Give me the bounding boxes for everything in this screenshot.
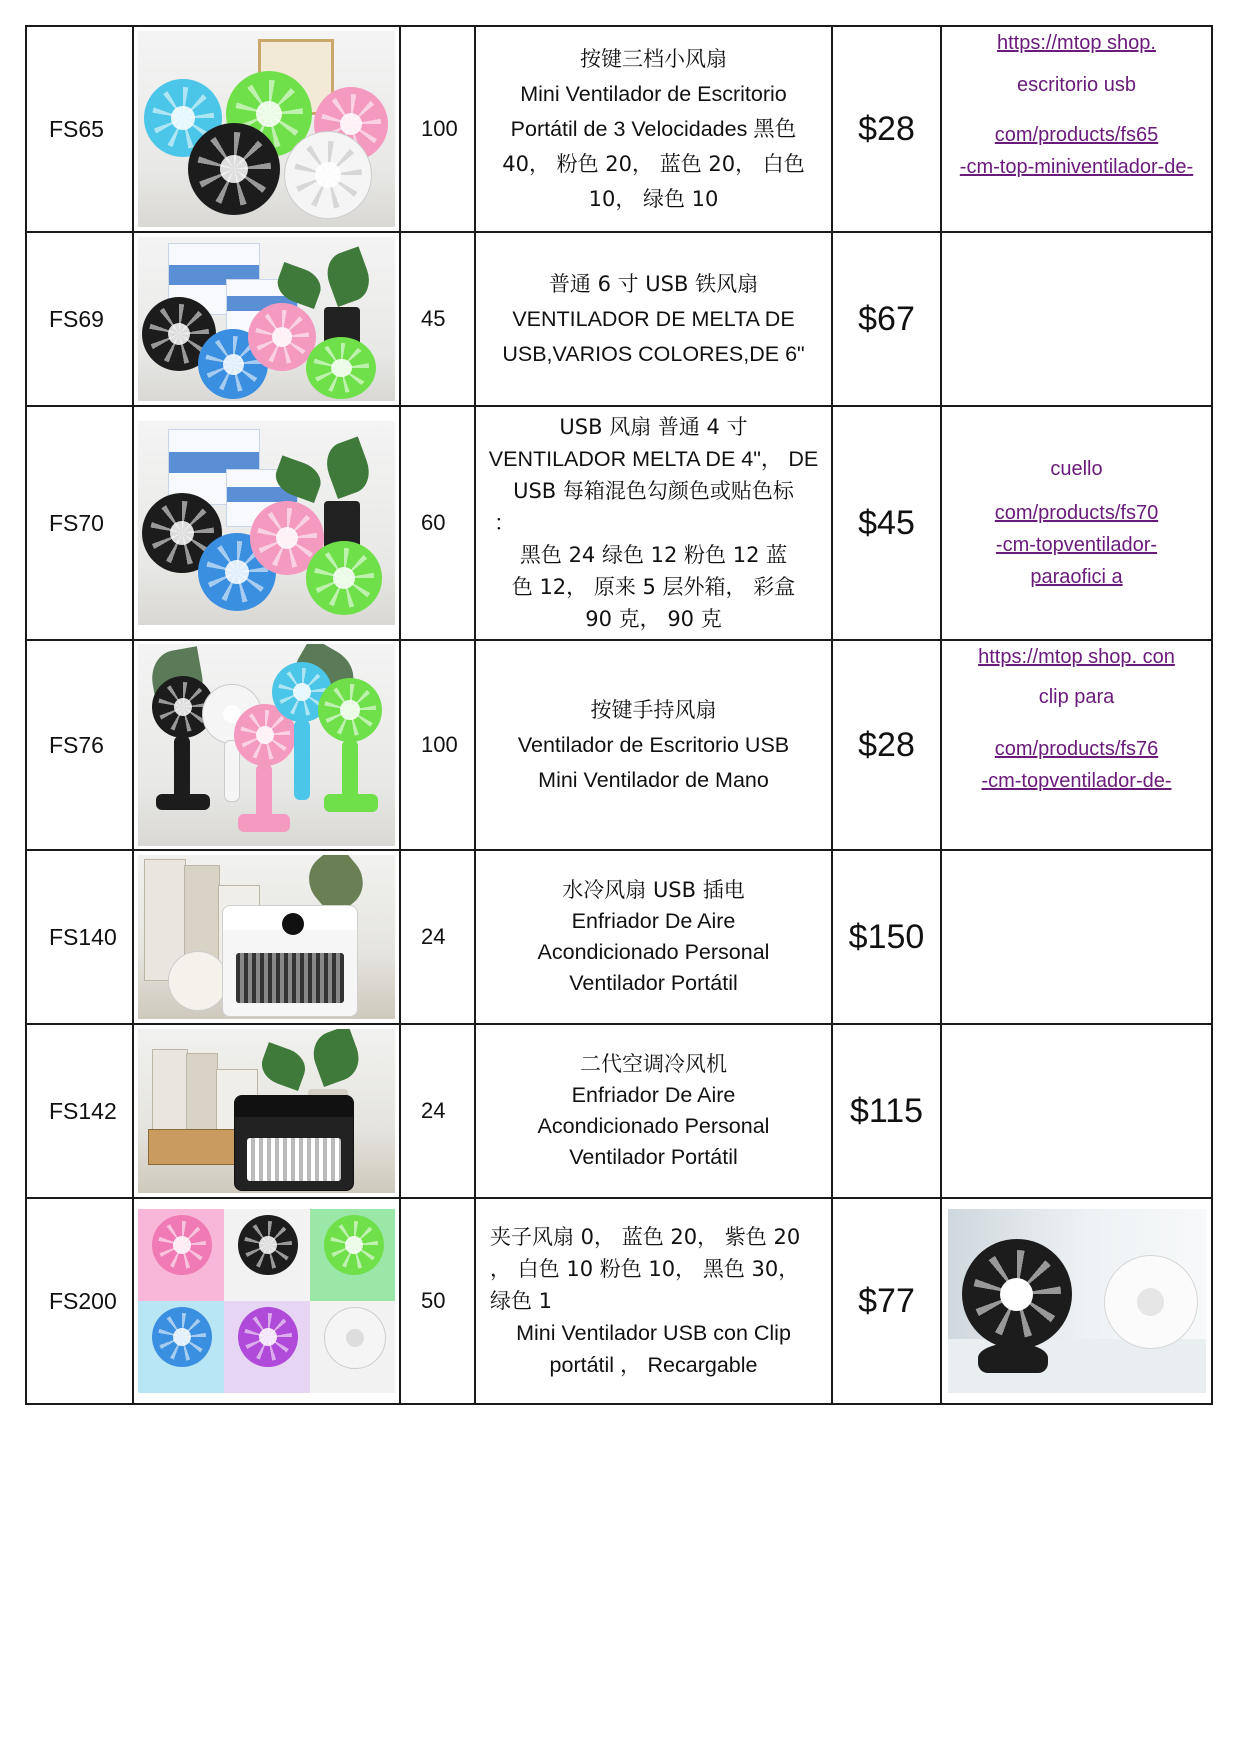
product-photo — [138, 237, 395, 401]
product-code: FS70 — [26, 406, 133, 640]
description-line: Enfriador De Aire — [571, 909, 736, 933]
product-description — [475, 232, 832, 406]
product-quantity: 60 — [400, 406, 475, 640]
description-line: 二代空调冷风机 — [580, 1052, 727, 1076]
description-line: 40， 粉色 20， 蓝色 20， 白色 — [502, 151, 805, 176]
description-line: USB 每箱混色勾颜色或贴色标 — [513, 479, 794, 503]
description-line: USB 风扇 普通 4 寸 — [559, 415, 748, 439]
product-price: $45 — [832, 406, 941, 640]
product-photo — [138, 1029, 395, 1193]
description-line: ， 白色 10 粉色 10， 黑色 30， — [490, 1257, 800, 1281]
product-link[interactable] — [941, 640, 1212, 850]
description-line: VENTILADOR DE MELTA DE — [512, 306, 795, 331]
product-image-cell — [133, 26, 400, 232]
description-line: Mini Ventilador de Mano — [538, 767, 769, 792]
product-link — [941, 232, 1212, 406]
table-row — [26, 1024, 1212, 1198]
product-description — [475, 640, 832, 850]
product-description — [475, 1198, 832, 1404]
table-row — [26, 850, 1212, 1024]
description-line: Ventilador Portátil — [569, 971, 738, 995]
product-quantity: 24 — [400, 1024, 475, 1198]
description-line: 色 12， 原来 5 层外箱， 彩盒 — [511, 575, 796, 599]
product-description — [475, 1024, 832, 1198]
product-price: $28 — [832, 640, 941, 850]
product-description — [475, 406, 832, 640]
product-code: FS65 — [26, 26, 133, 232]
product-link[interactable] — [941, 26, 1212, 232]
product-link[interactable] — [941, 406, 1212, 640]
product-image-cell — [133, 406, 400, 640]
link-line[interactable]: com/products/fs70 — [994, 502, 1159, 524]
table-row — [26, 1198, 1212, 1404]
product-link — [941, 850, 1212, 1024]
product-description — [475, 26, 832, 232]
product-photo — [138, 1209, 395, 1393]
link-line: clip para — [1038, 686, 1115, 708]
product-quantity: 45 — [400, 232, 475, 406]
table-row — [26, 232, 1212, 406]
product-photo — [948, 1209, 1206, 1393]
description-line: ： — [494, 511, 515, 535]
link-line: cuello — [1050, 458, 1103, 480]
link-line[interactable]: -cm-top-miniventilador-de- — [959, 156, 1194, 178]
product-table — [25, 25, 1213, 1405]
product-photo — [138, 855, 395, 1019]
product-image-cell — [133, 640, 400, 850]
product-quantity: 50 — [400, 1198, 475, 1404]
product-link — [941, 1024, 1212, 1198]
product-code: FS76 — [26, 640, 133, 850]
product-quantity: 24 — [400, 850, 475, 1024]
description-line: 绿色 1 — [490, 1289, 553, 1313]
link-line[interactable]: -cm-topventilador-de- — [981, 770, 1172, 792]
product-price: $150 — [832, 850, 941, 1024]
description-line: 水冷风扇 USB 插电 — [562, 878, 745, 902]
description-line: Ventilador Portátil — [569, 1145, 738, 1169]
product-description — [475, 850, 832, 1024]
description-line: 夹子风扇 0， 蓝色 20， 紫色 20 — [490, 1225, 801, 1249]
description-line: 10， 绿色 10 — [588, 186, 719, 211]
product-price: $115 — [832, 1024, 941, 1198]
description-line: Acondicionado Personal — [537, 1114, 770, 1138]
description-line: USB,VARIOS COLORES,DE 6" — [502, 341, 805, 366]
link-line[interactable]: com/products/fs65 — [994, 124, 1159, 146]
table-row — [26, 26, 1212, 232]
product-price: $77 — [832, 1198, 941, 1404]
product-code: FS69 — [26, 232, 133, 406]
product-photo — [138, 644, 395, 846]
link-line: escritorio usb — [1017, 74, 1136, 96]
description-line: Portátil de 3 Velocidades 黑色 — [510, 116, 797, 141]
product-image-cell — [941, 1198, 1212, 1404]
link-line[interactable]: com/products/fs76 — [994, 738, 1159, 760]
product-quantity: 100 — [400, 640, 475, 850]
description-line: Mini Ventilador de Escritorio — [520, 81, 787, 106]
product-image-cell — [133, 850, 400, 1024]
product-photo — [138, 31, 395, 227]
description-line: 90 克， 90 克 — [585, 607, 722, 631]
product-code: FS200 — [26, 1198, 133, 1404]
product-code: FS142 — [26, 1024, 133, 1198]
description-line: VENTILADOR MELTA DE 4"， DE — [488, 447, 819, 471]
product-image-cell — [133, 232, 400, 406]
description-line: 普通 6 寸 USB 铁风扇 — [548, 271, 759, 296]
link-line[interactable]: https://mtop shop. con — [978, 646, 1175, 668]
product-image-cell — [133, 1024, 400, 1198]
product-price: $67 — [832, 232, 941, 406]
description-line: Mini Ventilador USB con Clip — [516, 1321, 791, 1345]
description-line: Enfriador De Aire — [571, 1083, 736, 1107]
product-price: $28 — [832, 26, 941, 232]
description-line: 按键三档小风扇 — [580, 46, 727, 71]
product-code: FS140 — [26, 850, 133, 1024]
description-line: Ventilador de Escritorio USB — [517, 732, 790, 757]
table-row — [26, 640, 1212, 850]
link-line[interactable]: -cm-topventilador- — [995, 534, 1158, 556]
description-line: 按键手持风扇 — [590, 697, 717, 722]
product-photo — [138, 421, 395, 625]
link-line[interactable]: paraofici a — [1030, 566, 1123, 588]
product-image-cell — [133, 1198, 400, 1404]
link-line[interactable]: https://mtop shop. — [997, 32, 1156, 54]
description-line: 黑色 24 绿色 12 粉色 12 蓝 — [519, 543, 788, 567]
product-quantity: 100 — [400, 26, 475, 232]
description-line: Acondicionado Personal — [537, 940, 770, 964]
description-line: portátil ， Recargable — [549, 1353, 758, 1377]
table-row — [26, 406, 1212, 640]
